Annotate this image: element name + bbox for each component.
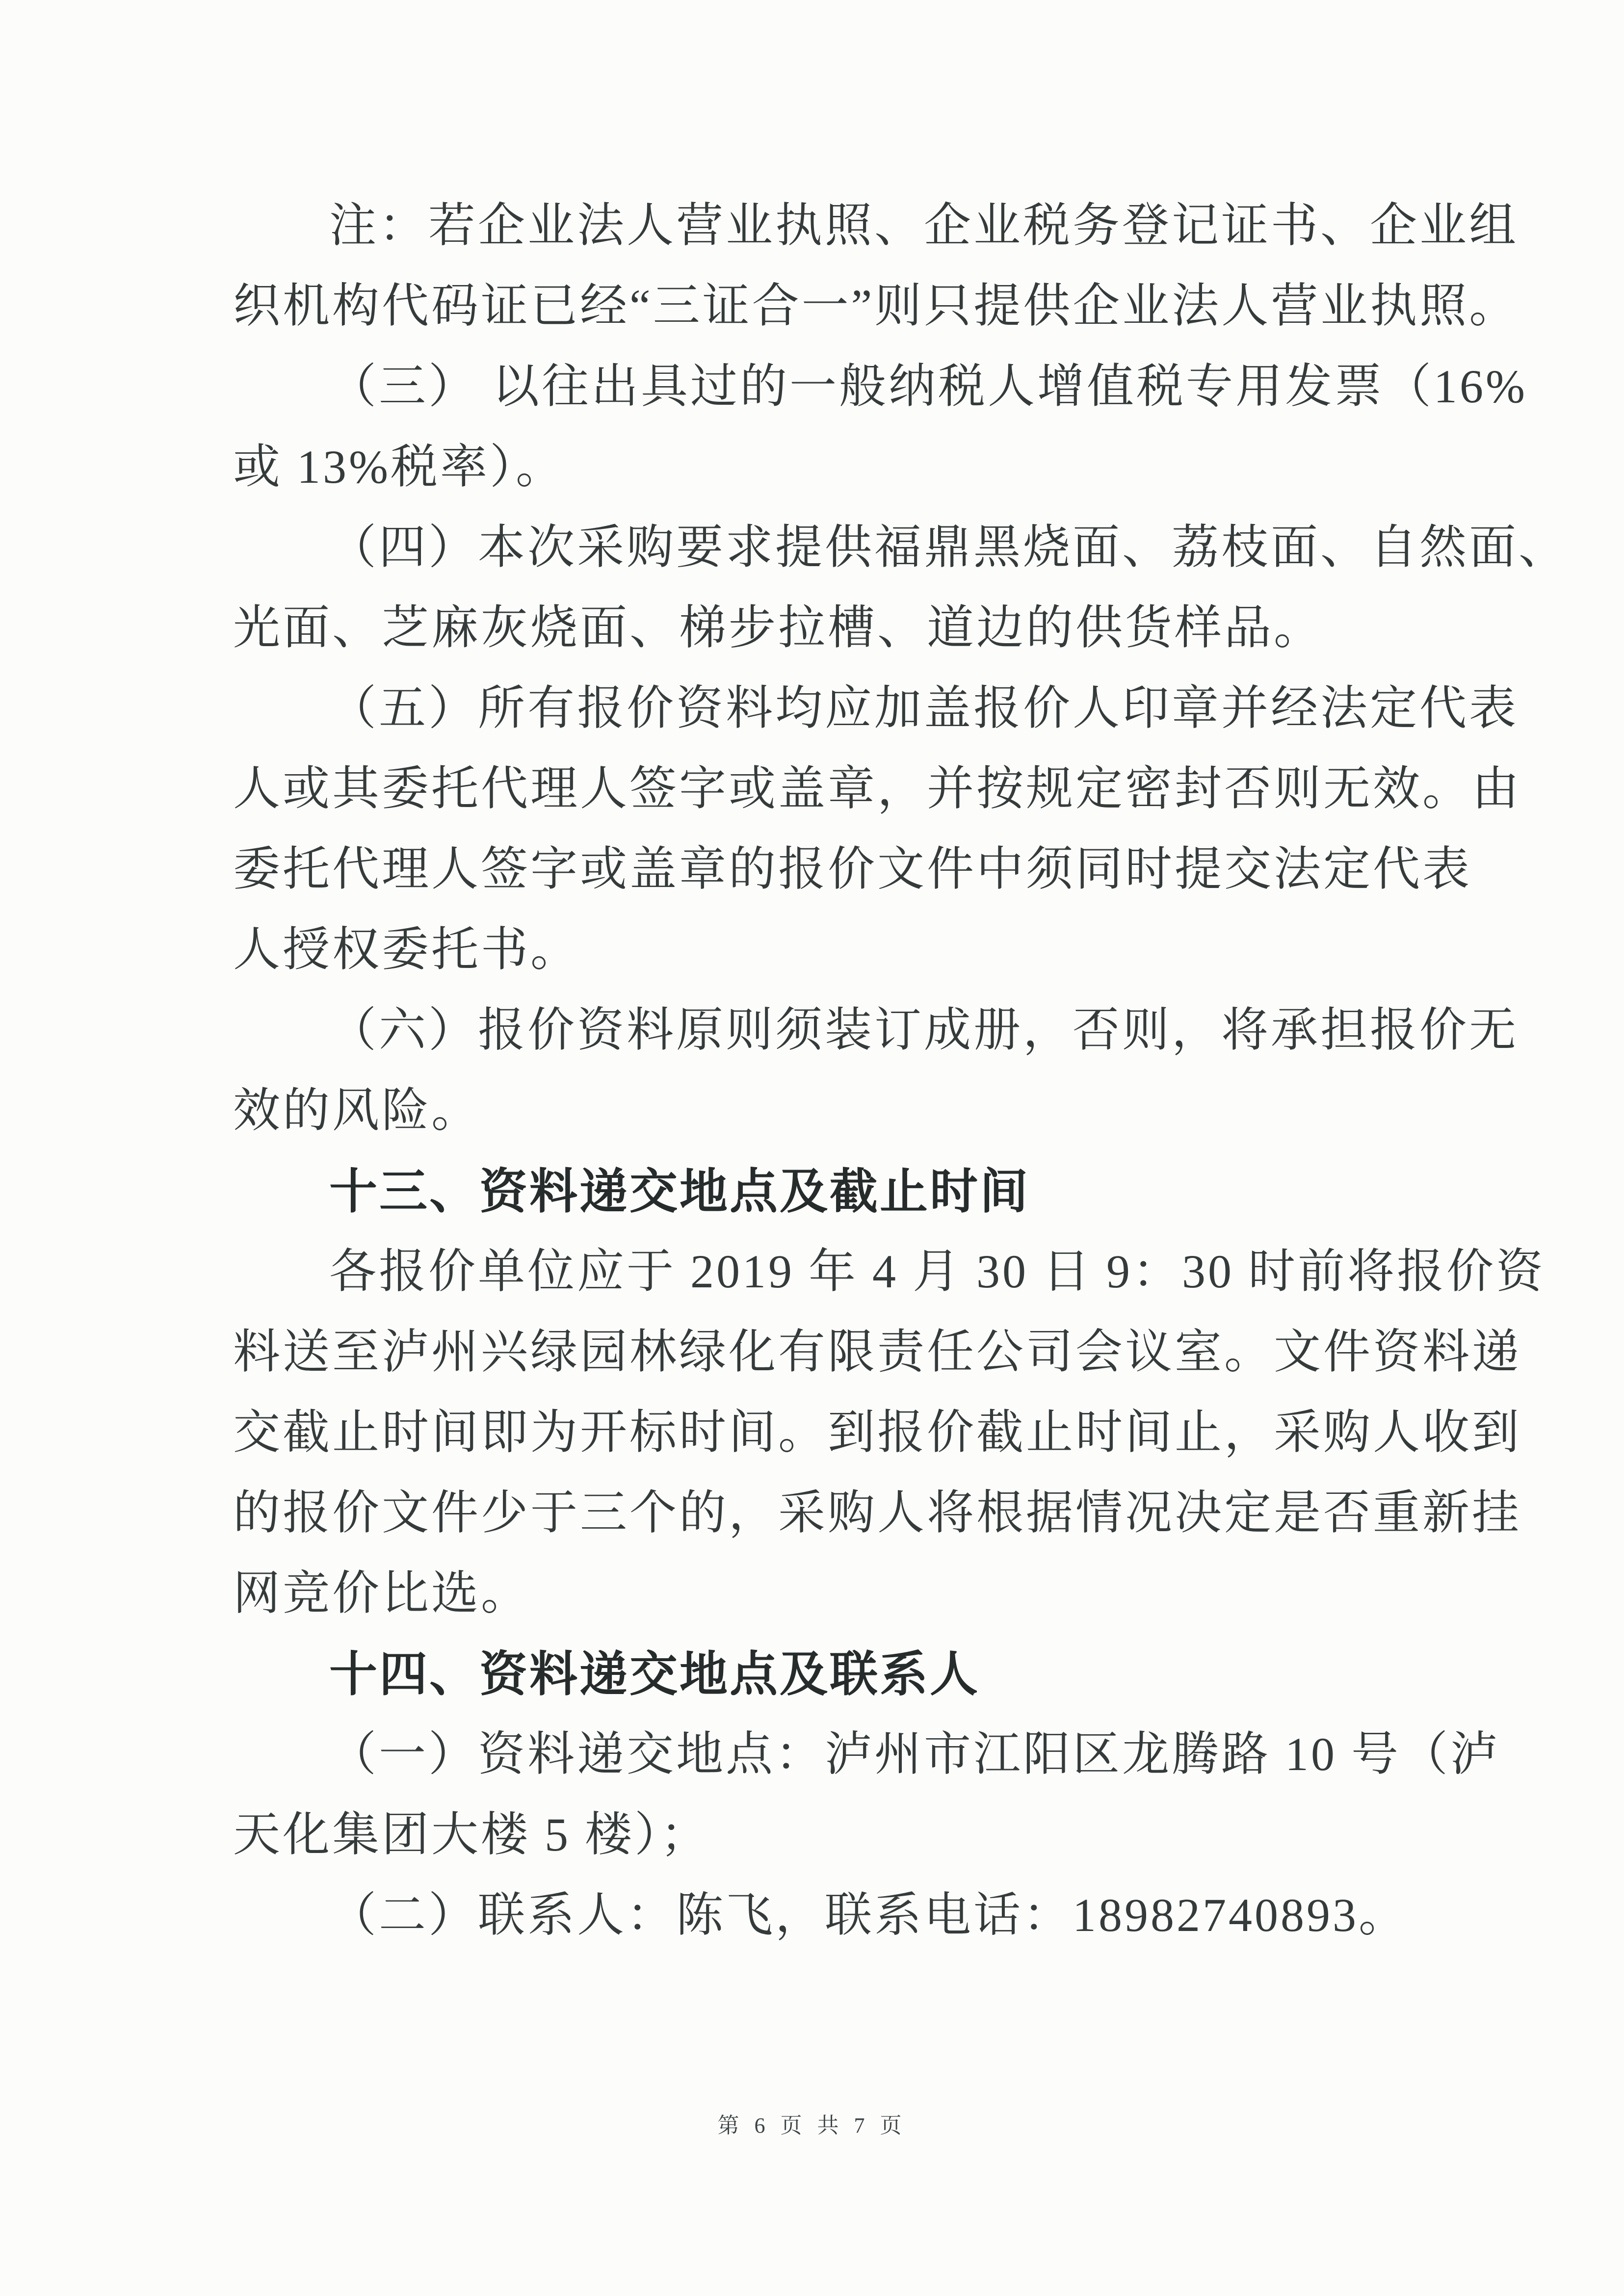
text-line-21: 天化集团大楼 5 楼）； xyxy=(233,1808,710,1861)
text-line-11: （六）报价资料原则须装订成册，否则，将承担报价无 xyxy=(329,1004,1519,1056)
text-line-14: 各报价单位应于 2019 年 4 月 30 日 9：30 时前将报价资 xyxy=(329,1245,1545,1298)
section-heading-14: 十四、资料递交地点及联系人 xyxy=(329,1647,980,1701)
text-line-8: 人或其委托代理人签字或盖章，并按规定密封否则无效。由 xyxy=(233,762,1521,815)
text-line-1: 注：若企业法人营业执照、企业税务登记证书、企业组 xyxy=(329,199,1519,252)
text-line-20: （一）资料递交地点：泸州市江阳区龙腾路 10 号（泸 xyxy=(329,1728,1500,1780)
text-line-7: （五）所有报价资料均应加盖报价人印章并经法定代表 xyxy=(329,682,1519,734)
text-line-12: 效的风险。 xyxy=(233,1084,481,1137)
section-heading-13: 十三、资料递交地点及截止时间 xyxy=(329,1164,1030,1218)
text-line-17: 的报价文件少于三个的，采购人将根据情况决定是否重新挂 xyxy=(233,1487,1521,1539)
text-line-2: 织机构代码证已经“三证合一”则只提供企业法人营业执照。 xyxy=(233,280,1519,332)
text-line-9: 委托代理人签字或盖章的报价文件中须同时提交法定代表 xyxy=(233,843,1472,895)
document-body xyxy=(233,185,1568,1956)
text-line-4: 或 13%税率）。 xyxy=(233,441,565,493)
text-line-15: 料送至泸州兴绿园林绿化有限责任公司会议室。文件资料递 xyxy=(233,1326,1521,1378)
text-line-5: （四）本次采购要求提供福鼎黑烧面、荔枝面、自然面、 xyxy=(329,521,1568,574)
text-line-18: 网竞价比选。 xyxy=(233,1567,530,1619)
text-line-6: 光面、芝麻灰烧面、梯步拉槽、道边的供货样品。 xyxy=(233,601,1323,654)
text-line-16: 交截止时间即为开标时间。到报价截止时间止，采购人收到 xyxy=(233,1406,1521,1459)
text-line-10: 人授权委托书。 xyxy=(233,923,580,976)
page-footer: 第 6 页 共 7 页 xyxy=(717,2113,907,2138)
text-line-22: （二）联系人：陈飞，联系电话：18982740893。 xyxy=(329,1889,1408,1941)
text-line-3: （三） 以往出具过的一般纳税人增值税专用发票（16% xyxy=(329,360,1527,413)
